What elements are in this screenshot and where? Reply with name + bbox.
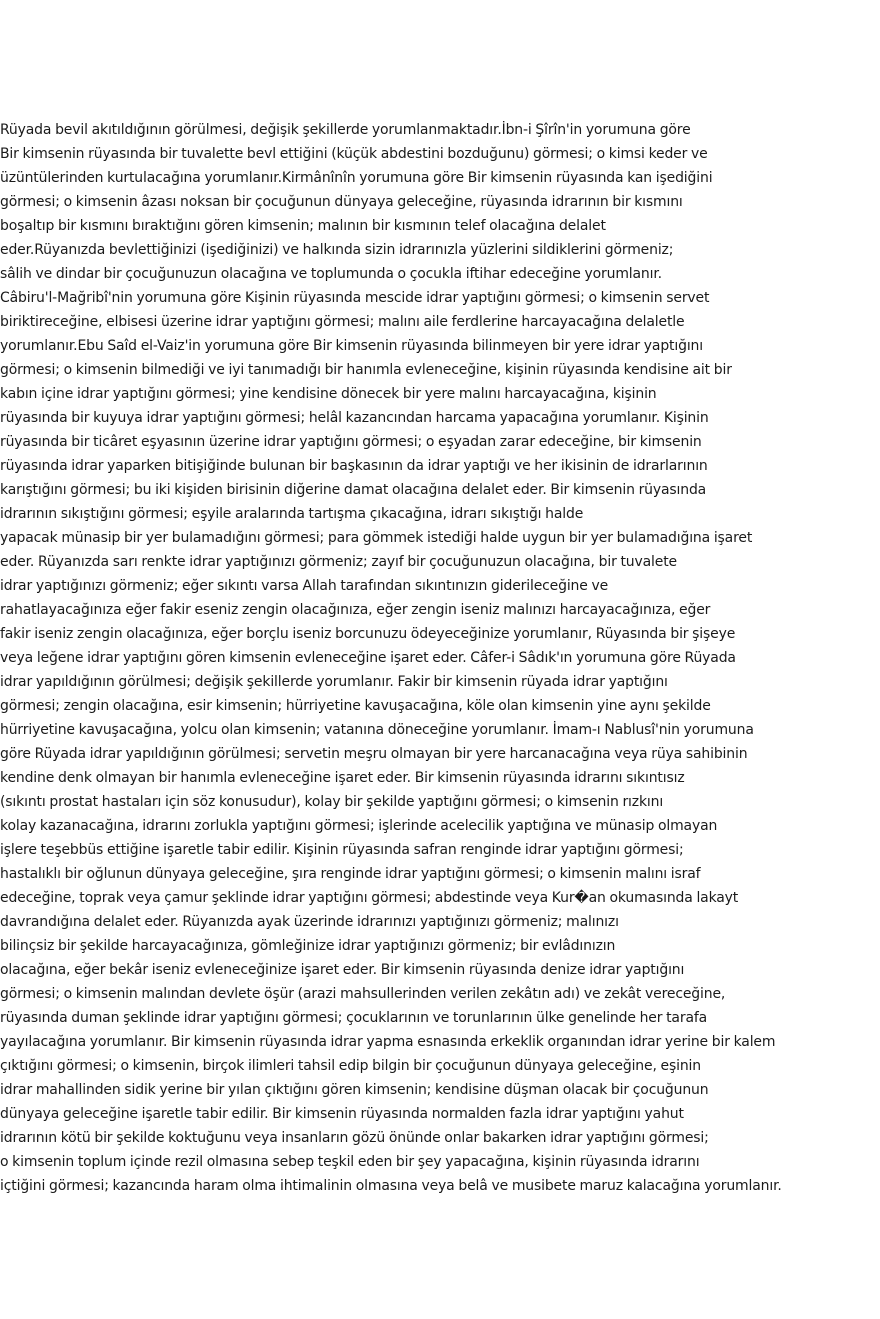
text-line: Rüyada bevil akıtıldığının görülmesi, değişik şekillerde yorumlanmaktadır.İbn-i Şîrîn'in yorumuna göre <box>0 122 691 138</box>
text-line: üzüntülerinden kurtulacağına yorumlanır.Kirmânînîn yorumuna göre Bir kimsenin rüyasında kan işediğini <box>0 170 713 186</box>
text-line: fakir iseniz zengin olacağınıza, eğer borçlu iseniz borcunuzu ödeyeceğinize yorumlanır, Rüyasında bir şişeye <box>0 626 736 642</box>
text-line: görmesi; zengin olacağına, esir kimsenin; hürriyetine kavuşacağına, köle olan kimsenin yine aynı şekilde <box>0 698 711 714</box>
text-line: boşaltıp bir kısmını bıraktığını gören kimsenin; malının bir kısmının telef olacağına delalet <box>0 218 606 234</box>
text-line: idrarının kötü bir şekilde koktuğunu veya insanların gözü önünde onlar bakarken idrar yaptığını görmesi; <box>0 1130 709 1146</box>
text-line: işlere teşebbüs ettiğine işaretle tabir edilir. Kişinin rüyasında safran renginde idrar yaptığını görmesi; <box>0 842 684 858</box>
text-line: olacağına, eğer bekâr iseniz evleneceğinize işaret eder. Bir kimsenin rüyasında denize idrar yaptığını <box>0 962 685 978</box>
text-line: rüyasında duman şeklinde idrar yaptığını görmesi; çocuklarının ve torunlarının ülke genelinde her tarafa <box>0 1010 708 1026</box>
text-line: yorumlanır.Ebu Saîd el-Vaiz'in yorumuna göre Bir kimsenin rüyasında bilinmeyen bir yere idrar yaptığını <box>0 338 703 354</box>
text-line: idrarının sıkıştığını görmesi; eşyile aralarında tartışma çıkacağına, idrarı sıkıştığı halde <box>0 506 584 522</box>
text-line: davrandığına delalet eder. Rüyanızda ayak üzerinde idrarınızı yaptığınızı görmeniz; malınızı <box>0 914 619 930</box>
text-line: idrar mahallinden sidik yerine bir yılan çıktığını gören kimsenin; kendisine düşman olacak bir çocuğunun <box>0 1082 709 1098</box>
text-line: Bir kimsenin rüyasında bir tuvalette bevl ettiğini (küçük abdestini bozduğunu) görmesi; o kimsi keder ve <box>0 146 708 162</box>
document-body <box>0 118 880 1198</box>
text-line: görmesi; o kimsenin âzası noksan bir çocuğunun dünyaya geleceğine, rüyasında idrarının bir kısmını <box>0 194 683 210</box>
text-line: veya leğene idrar yaptığını gören kimsenin evleneceğine işaret eder. Câfer-i Sâdık'ın yorumuna göre Rüyada <box>0 650 736 666</box>
text-line: rüyasında idrar yaparken bitişiğinde bulunan bir başkasının da idrar yaptığı ve her ikisinin de idrarlarının <box>0 458 708 474</box>
text-line: o kimsenin toplum içinde rezil olmasına sebep teşkil eden bir şey yapacağına, kişinin rüyasında idrarını <box>0 1154 700 1170</box>
text-line: yapacak münasip bir yer bulamadığını görmesi; para gömmek istediği halde uygun bir yer bulamadığına işaret <box>0 530 753 546</box>
text-line: rüyasında bir kuyuya idrar yaptığını görmesi; helâl kazancından harcama yapacağına yorumlanır. Kişinin <box>0 410 709 426</box>
text-line: eder.Rüyanızda bevlettiğinizi (işediğinizi) ve halkında sizin idrarınızla yüzlerini sildiklerini görmeniz; <box>0 242 674 258</box>
text-line: kendine denk olmayan bir hanımla evleneceğine işaret eder. Bir kimsenin rüyasında idrarını sıkıntısız <box>0 770 685 786</box>
text-line: Câbiru'l-Mağribî'nin yorumuna göre Kişinin rüyasında mescide idrar yaptığını görmesi; o kimsenin servet <box>0 290 710 306</box>
text-line: karıştığını görmesi; bu iki kişiden birisinin diğerine damat olacağına delalet eder. Bir kimsenin rüyasında <box>0 482 707 498</box>
text-line: eder. Rüyanızda sarı renkte idrar yaptığınızı görmeniz; zayıf bir çocuğunuzun olacağına, bir tuvalete <box>0 554 677 570</box>
text-line: rahatlayacağınıza eğer fakir eseniz zengin olacağınıza, eğer zengin iseniz malınızı harcayacağınıza, eğer <box>0 602 711 618</box>
text-line: görmesi; o kimsenin bilmediği ve iyi tanımadığı bir hanımla evleneceğine, kişinin rüyasında kendisine ait bir <box>0 362 732 378</box>
text-line: idrar yaptığınızı görmeniz; eğer sıkıntı varsa Allah tarafından sıkıntınızın giderileceğine ve <box>0 578 609 594</box>
text-line: görmesi; o kimsenin malından devlete öşür (arazi mahsullerinden verilen zekâtın adı) ve zekât vereceğine, <box>0 986 726 1002</box>
text-line: kabın içine idrar yaptığını görmesi; yine kendisine dönecek bir yere malını harcayacağına, kişinin <box>0 386 657 402</box>
text-line: (sıkıntı prostat hastaları için söz konusudur), kolay bir şekilde yaptığını görmesi; o kimsenin rızkını <box>0 794 664 810</box>
text-line: içtiğini görmesi; kazancında haram olma ihtimalinin olmasına veya belâ ve musibete maruz kalacağına yorumlanır. <box>0 1178 782 1194</box>
text-line: sâlih ve dindar bir çocuğunuzun olacağına ve toplumunda o çocukla iftihar edeceğine yorumlanır. <box>0 266 662 282</box>
text-line: idrar yapıldığının görülmesi; değişik şekillerde yorumlanır. Fakir bir kimsenin rüyada idrar yaptığını <box>0 674 668 690</box>
text-line: çıktığını görmesi; o kimsenin, birçok ilimleri tahsil edip bilgin bir çocuğunun dünyaya geleceğine, eşinin <box>0 1058 701 1074</box>
text-line: hürriyetine kavuşacağına, yolcu olan kimsenin; vatanına döneceğine yorumlanır. İmam-ı Nablusî'nin yorumuna <box>0 722 754 738</box>
text-line: bilinçsiz bir şekilde harcayacağınıza, gömleğinize idrar yaptığınızı görmeniz; bir evlâdınızın <box>0 938 616 954</box>
text-line: hastalıklı bir oğlunun dünyaya geleceğine, şıra renginde idrar yaptığını görmesi; o kimsenin malını israf <box>0 866 701 882</box>
text-line: yayılacağına yorumlanır. Bir kimsenin rüyasında idrar yapma esnasında erkeklik organından idrar yerine bir kalem <box>0 1034 776 1050</box>
text-line: biriktireceğine, elbisesi üzerine idrar yaptığını görmesi; malını aile ferdlerine harcayacağına delaletle <box>0 314 685 330</box>
text-line: rüyasında bir ticâret eşyasının üzerine idrar yaptığını görmesi; o eşyadan zarar edeceğine, bir kimsenin <box>0 434 702 450</box>
text-line: kolay kazanacağına, idrarını zorlukla yaptığını görmesi; işlerinde acelecilik yaptığına ve münasip olmayan <box>0 818 718 834</box>
text-line: göre Rüyada idrar yapıldığının görülmesi; servetin meşru olmayan bir yere harcanacağına veya rüya sahibinin <box>0 746 748 762</box>
text-line: edeceğine, toprak veya çamur şeklinde idrar yaptığını görmesi; abdestinde veya Kur�an okumasında lakayt <box>0 890 739 906</box>
text-line: dünyaya geleceğine işaretle tabir edilir. Bir kimsenin rüyasında normalden fazla idrar yaptığını yahut <box>0 1106 684 1122</box>
